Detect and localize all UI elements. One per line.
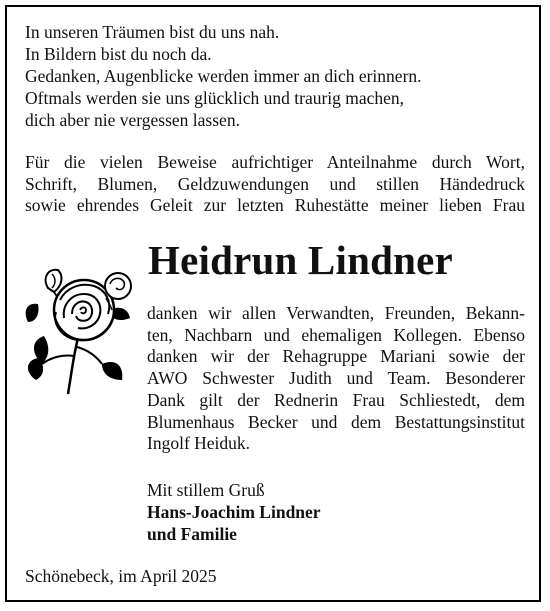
place-date: Schönebeck, im April 2025 bbox=[25, 566, 217, 586]
body-line: AWO Schwester Judith und Team. Besonderer bbox=[147, 368, 525, 389]
body-line: Dank gilt der Rednerin Frau Schliestedt, dem bbox=[147, 389, 525, 410]
thanks-line: Für die vielen Beweise aufrichtiger Anteilnahme durch Wort, bbox=[25, 152, 525, 172]
thanks-intro bbox=[25, 152, 525, 217]
poem-line: Gedanken, Augenblicke werden immer an dich erinnern. bbox=[25, 66, 422, 86]
body-line: Blumenhaus Becker und dem Bestattungsinstitut bbox=[147, 411, 525, 432]
greeting-line: Mit stillem Gruß bbox=[147, 480, 265, 500]
deceased-name: Heidrun Lindner bbox=[148, 237, 453, 283]
signer-family: und Familie bbox=[147, 524, 237, 544]
body-line: ten, Nachbarn und ehemaligen Kollegen. Ebenso bbox=[147, 324, 525, 345]
body-line: Ingolf Heiduk. bbox=[147, 433, 251, 454]
poem-line: In Bildern bist du noch da. bbox=[25, 44, 212, 64]
body-line: danken wir allen Verwandten, Freunden, Bekann- bbox=[147, 303, 525, 323]
signer-name: Hans-Joachim Lindner bbox=[147, 502, 321, 522]
acknowledgement-text bbox=[147, 303, 525, 455]
thanks-line: sowie ehrendes Geleit zur letzten Ruhestätte meiner lieben Frau bbox=[25, 195, 525, 215]
poem-line: In unseren Träumen bist du uns nah. bbox=[25, 22, 280, 42]
greeting-block bbox=[147, 479, 321, 545]
body-line: danken wir der Rehagruppe Mariani sowie der bbox=[147, 346, 525, 367]
rose-icon bbox=[22, 252, 137, 397]
poem-line: dich aber nie vergessen lassen. bbox=[25, 110, 240, 130]
poem bbox=[25, 21, 422, 131]
poem-line: Oftmals werden sie uns glücklich und traurig machen, bbox=[25, 88, 405, 108]
thanks-line: Schrift, Blumen, Geldzuwendungen und stillen Händedruck bbox=[25, 173, 525, 194]
